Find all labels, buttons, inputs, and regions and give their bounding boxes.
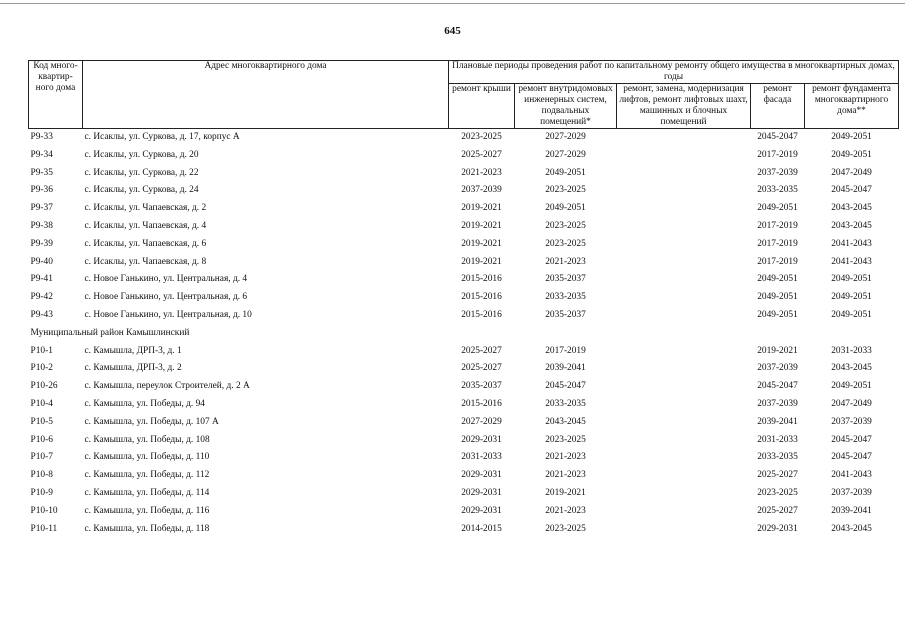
cell-code: Р10-6: [30, 434, 53, 445]
cell-facade: 2033-2035: [757, 452, 798, 463]
cell-roof: 2027-2029: [461, 416, 502, 427]
cell-facade: 2037-2039: [757, 398, 798, 409]
cell-roof: 2029-2031: [461, 487, 502, 498]
cell-foundation: 2039-2041: [831, 505, 872, 516]
cell-facade: 2037-2039: [757, 363, 798, 374]
cell-address: с. Камышла, ДРП-3, д. 1: [84, 345, 182, 356]
cell-engineering: 2023-2025: [545, 434, 586, 445]
cell-address: с. Исаклы, ул. Суркова, д. 24: [84, 185, 199, 196]
cell-foundation: 2043-2045: [831, 363, 872, 374]
cell-engineering: 2039-2041: [545, 363, 586, 374]
cell-engineering: 2023-2025: [545, 238, 586, 249]
cell-roof: 2029-2031: [461, 434, 502, 445]
cell-elevators: [617, 165, 751, 183]
header-facade: ремонт фасада: [751, 84, 805, 129]
table-row: [29, 182, 899, 200]
cell-roof: 2025-2027: [461, 149, 502, 160]
cell-address: с. Камышла, переулок Строителей, д. 2 А: [84, 381, 250, 392]
cell-roof: 2019-2021: [461, 203, 502, 214]
cell-elevators: [617, 182, 751, 200]
table-row: [29, 503, 899, 521]
cell-facade: 2049-2051: [757, 292, 798, 303]
table-row: [29, 467, 899, 485]
cell-address: с. Камышла, ул. Победы, д. 114: [84, 487, 210, 498]
cell-roof: 2035-2037: [461, 381, 502, 392]
cell-facade: 2025-2027: [757, 470, 798, 481]
cell-foundation: 2049-2051: [831, 381, 872, 392]
cell-code: Р9-39: [30, 238, 53, 249]
table-row: [29, 200, 899, 218]
cell-foundation: 2049-2051: [831, 132, 872, 142]
table-row: [29, 129, 899, 147]
cell-foundation: 2047-2049: [831, 398, 872, 409]
cell-engineering: 2043-2045: [545, 416, 586, 427]
cell-engineering: 2023-2025: [545, 523, 586, 534]
cell-engineering: 2017-2019: [545, 345, 586, 356]
cell-address: с. Исаклы, ул. Чапаевская, д. 6: [84, 238, 207, 249]
cell-facade: 2049-2051: [757, 309, 798, 320]
cell-address: с. Камышла, ул. Победы, д. 107 А: [84, 416, 219, 427]
cell-code: Р10-1: [30, 345, 53, 356]
table-row: [29, 254, 899, 272]
cell-foundation: 2041-2043: [831, 238, 872, 249]
cell-address: с. Камышла, ул. Победы, д. 116: [84, 505, 210, 516]
cell-roof: 2019-2021: [461, 256, 502, 267]
cell-elevators: [617, 129, 751, 147]
cell-engineering: 2019-2021: [545, 487, 586, 498]
cell-code: Р9-37: [30, 203, 53, 214]
cell-roof: 2014-2015: [461, 523, 502, 534]
top-rule: [0, 3, 905, 4]
cell-code: Р10-5: [30, 416, 53, 427]
cell-code: Р10-4: [30, 398, 53, 409]
cell-roof: 2029-2031: [461, 505, 502, 516]
cell-roof: 2015-2016: [461, 292, 502, 303]
table-row: [29, 165, 899, 183]
table-row: [29, 343, 899, 361]
cell-elevators: [617, 396, 751, 414]
table-row: [29, 414, 899, 432]
cell-facade: 2017-2019: [757, 238, 798, 249]
cell-address: с. Камышла, ул. Победы, д. 108: [84, 434, 210, 445]
cell-elevators: [617, 360, 751, 378]
section-title: Муниципальный район Камышлинский: [30, 327, 190, 338]
cell-foundation: 2047-2049: [831, 167, 872, 178]
table-row: [29, 449, 899, 467]
cell-address: с. Исаклы, ул. Суркова, д. 17, корпус А: [84, 132, 240, 142]
cell-elevators: [617, 503, 751, 521]
table-row: [29, 289, 899, 307]
table-row: [29, 378, 899, 396]
cell-code: Р9-33: [30, 132, 53, 142]
cell-engineering: 2033-2035: [545, 398, 586, 409]
cell-elevators: [617, 236, 751, 254]
cell-engineering: 2027-2029: [545, 149, 586, 160]
cell-facade: 2023-2025: [757, 487, 798, 498]
cell-engineering: 2023-2025: [545, 220, 586, 231]
cell-foundation: 2049-2051: [831, 149, 872, 160]
cell-foundation: 2041-2043: [831, 256, 872, 267]
cell-facade: 2025-2027: [757, 505, 798, 516]
header-address: Адрес многоквартирного дома: [83, 61, 449, 129]
cell-elevators: [617, 200, 751, 218]
header-engineering: ремонт внутридомовых инженерных систем, подвальных помещений*: [515, 84, 617, 129]
cell-engineering: 2035-2037: [545, 309, 586, 320]
cell-foundation: 2043-2045: [831, 523, 872, 534]
table-row: [29, 521, 899, 539]
cell-code: Р9-38: [30, 220, 53, 231]
cell-address: с. Исаклы, ул. Чапаевская, д. 2: [84, 203, 207, 214]
cell-address: с. Новое Ганькино, ул. Центральная, д. 10: [84, 309, 252, 320]
table-row: [29, 360, 899, 378]
cell-facade: 2019-2021: [757, 345, 798, 356]
cell-foundation: 2049-2051: [831, 274, 872, 285]
cell-code: Р10-10: [30, 505, 58, 516]
cell-address: с. Камышла, ул. Победы, д. 118: [84, 523, 210, 534]
cell-engineering: 2021-2023: [545, 256, 586, 267]
cell-roof: 2025-2027: [461, 363, 502, 374]
cell-address: с. Камышла, ул. Победы, д. 112: [84, 470, 210, 481]
table-row: [29, 432, 899, 450]
cell-engineering: 2021-2023: [545, 505, 586, 516]
cell-elevators: [617, 485, 751, 503]
cell-facade: 2045-2047: [757, 381, 798, 392]
cell-engineering: 2045-2047: [545, 381, 586, 392]
cell-foundation: 2041-2043: [831, 470, 872, 481]
header-code: Код много-квартир-ного дома: [29, 61, 83, 129]
section-row: [29, 325, 899, 343]
cell-facade: 2017-2019: [757, 256, 798, 267]
cell-facade: 2039-2041: [757, 416, 798, 427]
cell-engineering: 2033-2035: [545, 292, 586, 303]
cell-address: с. Камышла, ул. Победы, д. 110: [84, 452, 210, 463]
cell-engineering: 2027-2029: [545, 132, 586, 142]
cell-address: с. Камышла, ул. Победы, д. 94: [84, 398, 205, 409]
cell-elevators: [617, 307, 751, 325]
header-elevators: ремонт, замена, модернизация лифтов, ремонт лифтовых шахт, машинных и блочных помещений: [617, 84, 751, 129]
cell-elevators: [617, 378, 751, 396]
cell-roof: 2019-2021: [461, 238, 502, 249]
table-row: [29, 396, 899, 414]
cell-foundation: 2031-2033: [831, 345, 872, 356]
table-row: [29, 485, 899, 503]
cell-facade: 2045-2047: [757, 132, 798, 142]
cell-facade: 2033-2035: [757, 185, 798, 196]
cell-code: Р10-9: [30, 487, 53, 498]
header-foundation: ремонт фундамента многоквартирного дома**: [805, 84, 899, 129]
cell-code: Р9-43: [30, 309, 53, 320]
cell-facade: 2017-2019: [757, 149, 798, 160]
header-periods: Плановые периоды проведения работ по капитальному ремонту общего имущества в многоквартирных домах, годы: [449, 61, 899, 84]
cell-facade: 2031-2033: [757, 434, 798, 445]
cell-elevators: [617, 147, 751, 165]
cell-foundation: 2045-2047: [831, 185, 872, 196]
cell-code: Р9-41: [30, 274, 53, 285]
repair-schedule-table: [28, 60, 899, 538]
cell-roof: 2025-2027: [461, 345, 502, 356]
cell-address: с. Исаклы, ул. Чапаевская, д. 4: [84, 220, 207, 231]
cell-address: с. Исаклы, ул. Суркова, д. 20: [84, 149, 199, 160]
cell-elevators: [617, 449, 751, 467]
cell-foundation: 2049-2051: [831, 292, 872, 303]
cell-foundation: 2043-2045: [831, 220, 872, 231]
cell-engineering: 2023-2025: [545, 185, 586, 196]
cell-code: Р9-35: [30, 167, 53, 178]
cell-foundation: 2043-2045: [831, 203, 872, 214]
cell-roof: 2031-2033: [461, 452, 502, 463]
cell-roof: 2015-2016: [461, 398, 502, 409]
cell-elevators: [617, 254, 751, 272]
cell-code: Р9-36: [30, 185, 53, 196]
cell-address: с. Новое Ганькино, ул. Центральная, д. 4: [84, 274, 248, 285]
cell-foundation: 2045-2047: [831, 452, 872, 463]
cell-roof: 2019-2021: [461, 220, 502, 231]
cell-code: Р10-8: [30, 470, 53, 481]
cell-code: Р10-11: [30, 523, 58, 534]
table-row: [29, 307, 899, 325]
cell-address: с. Исаклы, ул. Суркова, д. 22: [84, 167, 199, 178]
cell-code: Р10-26: [30, 381, 58, 392]
table-row: [29, 147, 899, 165]
cell-engineering: 2035-2037: [545, 274, 586, 285]
cell-foundation: 2045-2047: [831, 434, 872, 445]
cell-facade: 2049-2051: [757, 203, 798, 214]
header-roof: ремонт крыши: [449, 84, 515, 129]
table-row: [29, 271, 899, 289]
cell-roof: 2037-2039: [461, 185, 502, 196]
cell-facade: 2017-2019: [757, 220, 798, 231]
cell-elevators: [617, 521, 751, 539]
table-row: [29, 236, 899, 254]
cell-roof: 2015-2016: [461, 309, 502, 320]
cell-foundation: 2049-2051: [831, 309, 872, 320]
cell-elevators: [617, 343, 751, 361]
cell-roof: 2015-2016: [461, 274, 502, 285]
cell-code: Р9-40: [30, 256, 53, 267]
cell-elevators: [617, 271, 751, 289]
cell-engineering: 2021-2023: [545, 470, 586, 481]
cell-engineering: 2049-2051: [545, 167, 586, 178]
cell-code: Р10-7: [30, 452, 53, 463]
cell-roof: 2021-2023: [461, 167, 502, 178]
table-row: [29, 218, 899, 236]
cell-elevators: [617, 467, 751, 485]
cell-code: Р10-2: [30, 363, 53, 374]
cell-address: с. Исаклы, ул. Чапаевская, д. 8: [84, 256, 207, 267]
cell-code: Р9-34: [30, 149, 53, 160]
cell-elevators: [617, 218, 751, 236]
cell-facade: 2049-2051: [757, 274, 798, 285]
cell-engineering: 2049-2051: [545, 203, 586, 214]
cell-engineering: 2021-2023: [545, 452, 586, 463]
cell-elevators: [617, 414, 751, 432]
cell-roof: 2023-2025: [461, 132, 502, 142]
cell-foundation: 2037-2039: [831, 487, 872, 498]
table-body: [29, 129, 899, 539]
table-header: [29, 61, 899, 129]
cell-facade: 2037-2039: [757, 167, 798, 178]
cell-foundation: 2037-2039: [831, 416, 872, 427]
cell-code: Р9-42: [30, 292, 53, 303]
cell-elevators: [617, 289, 751, 307]
cell-roof: 2029-2031: [461, 470, 502, 481]
cell-address: с. Новое Ганькино, ул. Центральная, д. 6: [84, 292, 248, 303]
page-number: 645: [444, 25, 461, 37]
cell-facade: 2029-2031: [757, 523, 798, 534]
cell-elevators: [617, 432, 751, 450]
cell-address: с. Камышла, ДРП-3, д. 2: [84, 363, 182, 374]
